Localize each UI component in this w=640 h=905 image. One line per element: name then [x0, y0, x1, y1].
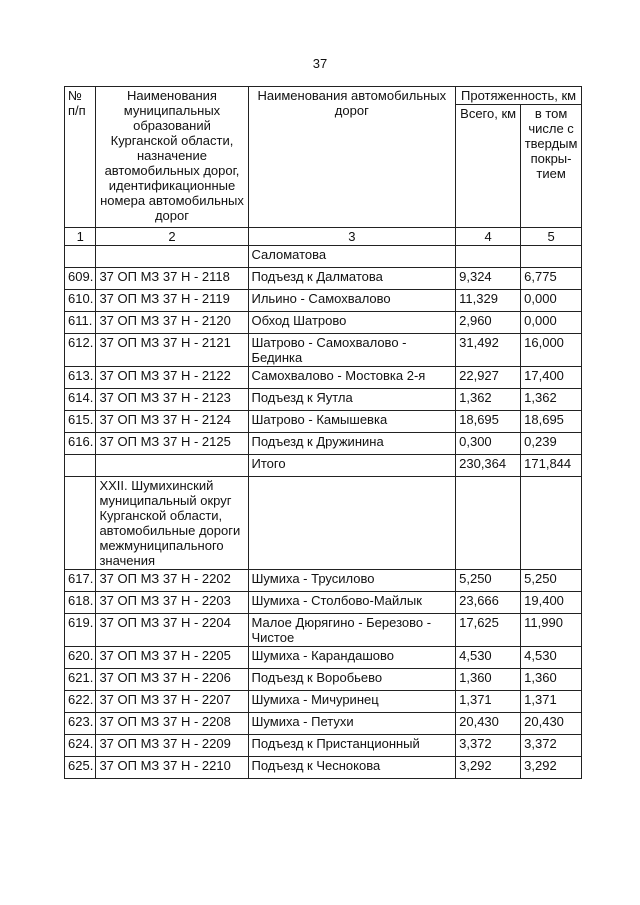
continuation-row	[65, 246, 582, 268]
length-total: 22,927	[456, 367, 521, 389]
table-row	[65, 433, 582, 455]
road-id: 37 ОП МЗ 37 Н - 2203	[96, 592, 248, 614]
row-number: 616.	[65, 433, 96, 455]
length-total: 17,625	[456, 614, 521, 647]
section-title: XXII. Шумихинский муниципальный округ Курганской области, автомобильные дороги межмуниципального значения	[96, 477, 248, 570]
table-body-total	[65, 455, 582, 570]
row-number: 625.	[65, 757, 96, 779]
table-row	[65, 614, 582, 647]
row-number: 611.	[65, 312, 96, 334]
road-id: 37 ОП МЗ 37 Н - 2123	[96, 389, 248, 411]
table-row	[65, 290, 582, 312]
table-row	[65, 647, 582, 669]
column-number: 2	[96, 228, 248, 246]
road-id: 37 ОП МЗ 37 Н - 2206	[96, 669, 248, 691]
header-municipality: Наименования муниципальных образований Курганской области, назначение автомобильных дорог, идентификационные номера автомобильных дорог	[96, 87, 248, 228]
road-name: Подъезд к Чеснокова	[248, 757, 456, 779]
continuation-label: Саломатова	[248, 246, 456, 268]
roads-table	[64, 86, 582, 779]
length-hard: 6,775	[521, 268, 582, 290]
road-id: 37 ОП МЗ 37 Н - 2204	[96, 614, 248, 647]
road-name: Ильино - Самохвалово	[248, 290, 456, 312]
length-hard: 0,000	[521, 290, 582, 312]
header-length-total: Всего, км	[456, 105, 521, 228]
length-total: 18,695	[456, 411, 521, 433]
page-number: 37	[312, 56, 328, 71]
length-hard: 18,695	[521, 411, 582, 433]
road-name: Шумиха - Трусилово	[248, 570, 456, 592]
length-total: 3,292	[456, 757, 521, 779]
length-hard: 0,239	[521, 433, 582, 455]
road-id: 37 ОП МЗ 37 Н - 2210	[96, 757, 248, 779]
length-hard: 1,360	[521, 669, 582, 691]
table-row	[65, 312, 582, 334]
row-number: 623.	[65, 713, 96, 735]
road-name: Малое Дюрягино - Березово - Чистое	[248, 614, 456, 647]
length-hard: 0,000	[521, 312, 582, 334]
table-row	[65, 757, 582, 779]
length-total: 0,300	[456, 433, 521, 455]
road-name: Обход Шатрово	[248, 312, 456, 334]
total-length: 230,364	[456, 455, 521, 477]
column-number: 4	[456, 228, 521, 246]
header-road-name: Наименования автомобильных дорог	[248, 87, 456, 228]
length-hard: 17,400	[521, 367, 582, 389]
header-length-hard: в том числе с твердым покры-тием	[521, 105, 582, 228]
road-id: 37 ОП МЗ 37 Н - 2209	[96, 735, 248, 757]
length-total: 20,430	[456, 713, 521, 735]
header-number: № п/п	[65, 87, 96, 228]
total-label: Итого	[248, 455, 456, 477]
column-number: 5	[521, 228, 582, 246]
road-name: Шумиха - Петухи	[248, 713, 456, 735]
length-total: 1,360	[456, 669, 521, 691]
total-row	[65, 455, 582, 477]
length-total: 23,666	[456, 592, 521, 614]
length-hard: 3,292	[521, 757, 582, 779]
length-hard: 19,400	[521, 592, 582, 614]
row-number: 609.	[65, 268, 96, 290]
section-row	[65, 477, 582, 570]
road-id: 37 ОП МЗ 37 Н - 2122	[96, 367, 248, 389]
road-name: Шатрово - Камышевка	[248, 411, 456, 433]
column-number: 3	[248, 228, 456, 246]
table-row	[65, 411, 582, 433]
road-name: Подъезд к Яутла	[248, 389, 456, 411]
road-id: 37 ОП МЗ 37 Н - 2119	[96, 290, 248, 312]
length-hard: 5,250	[521, 570, 582, 592]
length-total: 31,492	[456, 334, 521, 367]
length-total: 2,960	[456, 312, 521, 334]
length-total: 11,329	[456, 290, 521, 312]
table-row	[65, 334, 582, 367]
road-name: Шатрово - Самохвалово - Бединка	[248, 334, 456, 367]
length-hard: 1,362	[521, 389, 582, 411]
road-id: 37 ОП МЗ 37 Н - 2125	[96, 433, 248, 455]
row-number: 612.	[65, 334, 96, 367]
road-name: Подъезд к Пристанционный	[248, 735, 456, 757]
row-number: 624.	[65, 735, 96, 757]
length-total: 3,372	[456, 735, 521, 757]
table-row	[65, 669, 582, 691]
table-row	[65, 367, 582, 389]
length-total: 1,371	[456, 691, 521, 713]
road-id: 37 ОП МЗ 37 Н - 2120	[96, 312, 248, 334]
length-total: 1,362	[456, 389, 521, 411]
road-name: Подъезд к Дружинина	[248, 433, 456, 455]
table-row	[65, 735, 582, 757]
row-number: 614.	[65, 389, 96, 411]
row-number: 621.	[65, 669, 96, 691]
road-name: Самохвалово - Мостовка 2-я	[248, 367, 456, 389]
table-body-b	[65, 570, 582, 779]
length-hard: 16,000	[521, 334, 582, 367]
row-number: 613.	[65, 367, 96, 389]
table-row	[65, 570, 582, 592]
road-id: 37 ОП МЗ 37 Н - 2208	[96, 713, 248, 735]
road-id: 37 ОП МЗ 37 Н - 2205	[96, 647, 248, 669]
row-number: 620.	[65, 647, 96, 669]
row-number: 622.	[65, 691, 96, 713]
table-row	[65, 691, 582, 713]
length-total: 4,530	[456, 647, 521, 669]
row-number: 617.	[65, 570, 96, 592]
length-hard: 11,990	[521, 614, 582, 647]
table-row	[65, 592, 582, 614]
length-hard: 4,530	[521, 647, 582, 669]
table-row	[65, 268, 582, 290]
length-hard: 3,372	[521, 735, 582, 757]
total-hard-length: 171,844	[521, 455, 582, 477]
road-id: 37 ОП МЗ 37 Н - 2124	[96, 411, 248, 433]
length-hard: 1,371	[521, 691, 582, 713]
road-name: Подъезд к Воробьево	[248, 669, 456, 691]
row-number: 615.	[65, 411, 96, 433]
road-name: Шумиха - Мичуринец	[248, 691, 456, 713]
table-row	[65, 389, 582, 411]
row-number: 610.	[65, 290, 96, 312]
header-length: Протяженность, км	[456, 87, 582, 105]
road-id: 37 ОП МЗ 37 Н - 2118	[96, 268, 248, 290]
road-id: 37 ОП МЗ 37 Н - 2202	[96, 570, 248, 592]
road-id: 37 ОП МЗ 37 Н - 2121	[96, 334, 248, 367]
road-name: Подъезд к Далматова	[248, 268, 456, 290]
length-total: 9,324	[456, 268, 521, 290]
row-number: 618.	[65, 592, 96, 614]
table-body-a	[65, 246, 582, 455]
length-total: 5,250	[456, 570, 521, 592]
road-id: 37 ОП МЗ 37 Н - 2207	[96, 691, 248, 713]
row-number: 619.	[65, 614, 96, 647]
column-numbers-row	[65, 228, 582, 246]
table-row	[65, 713, 582, 735]
table-header	[65, 87, 582, 246]
length-hard: 20,430	[521, 713, 582, 735]
road-name: Шумиха - Карандашово	[248, 647, 456, 669]
column-number: 1	[65, 228, 96, 246]
road-name: Шумиха - Столбово-Майлык	[248, 592, 456, 614]
